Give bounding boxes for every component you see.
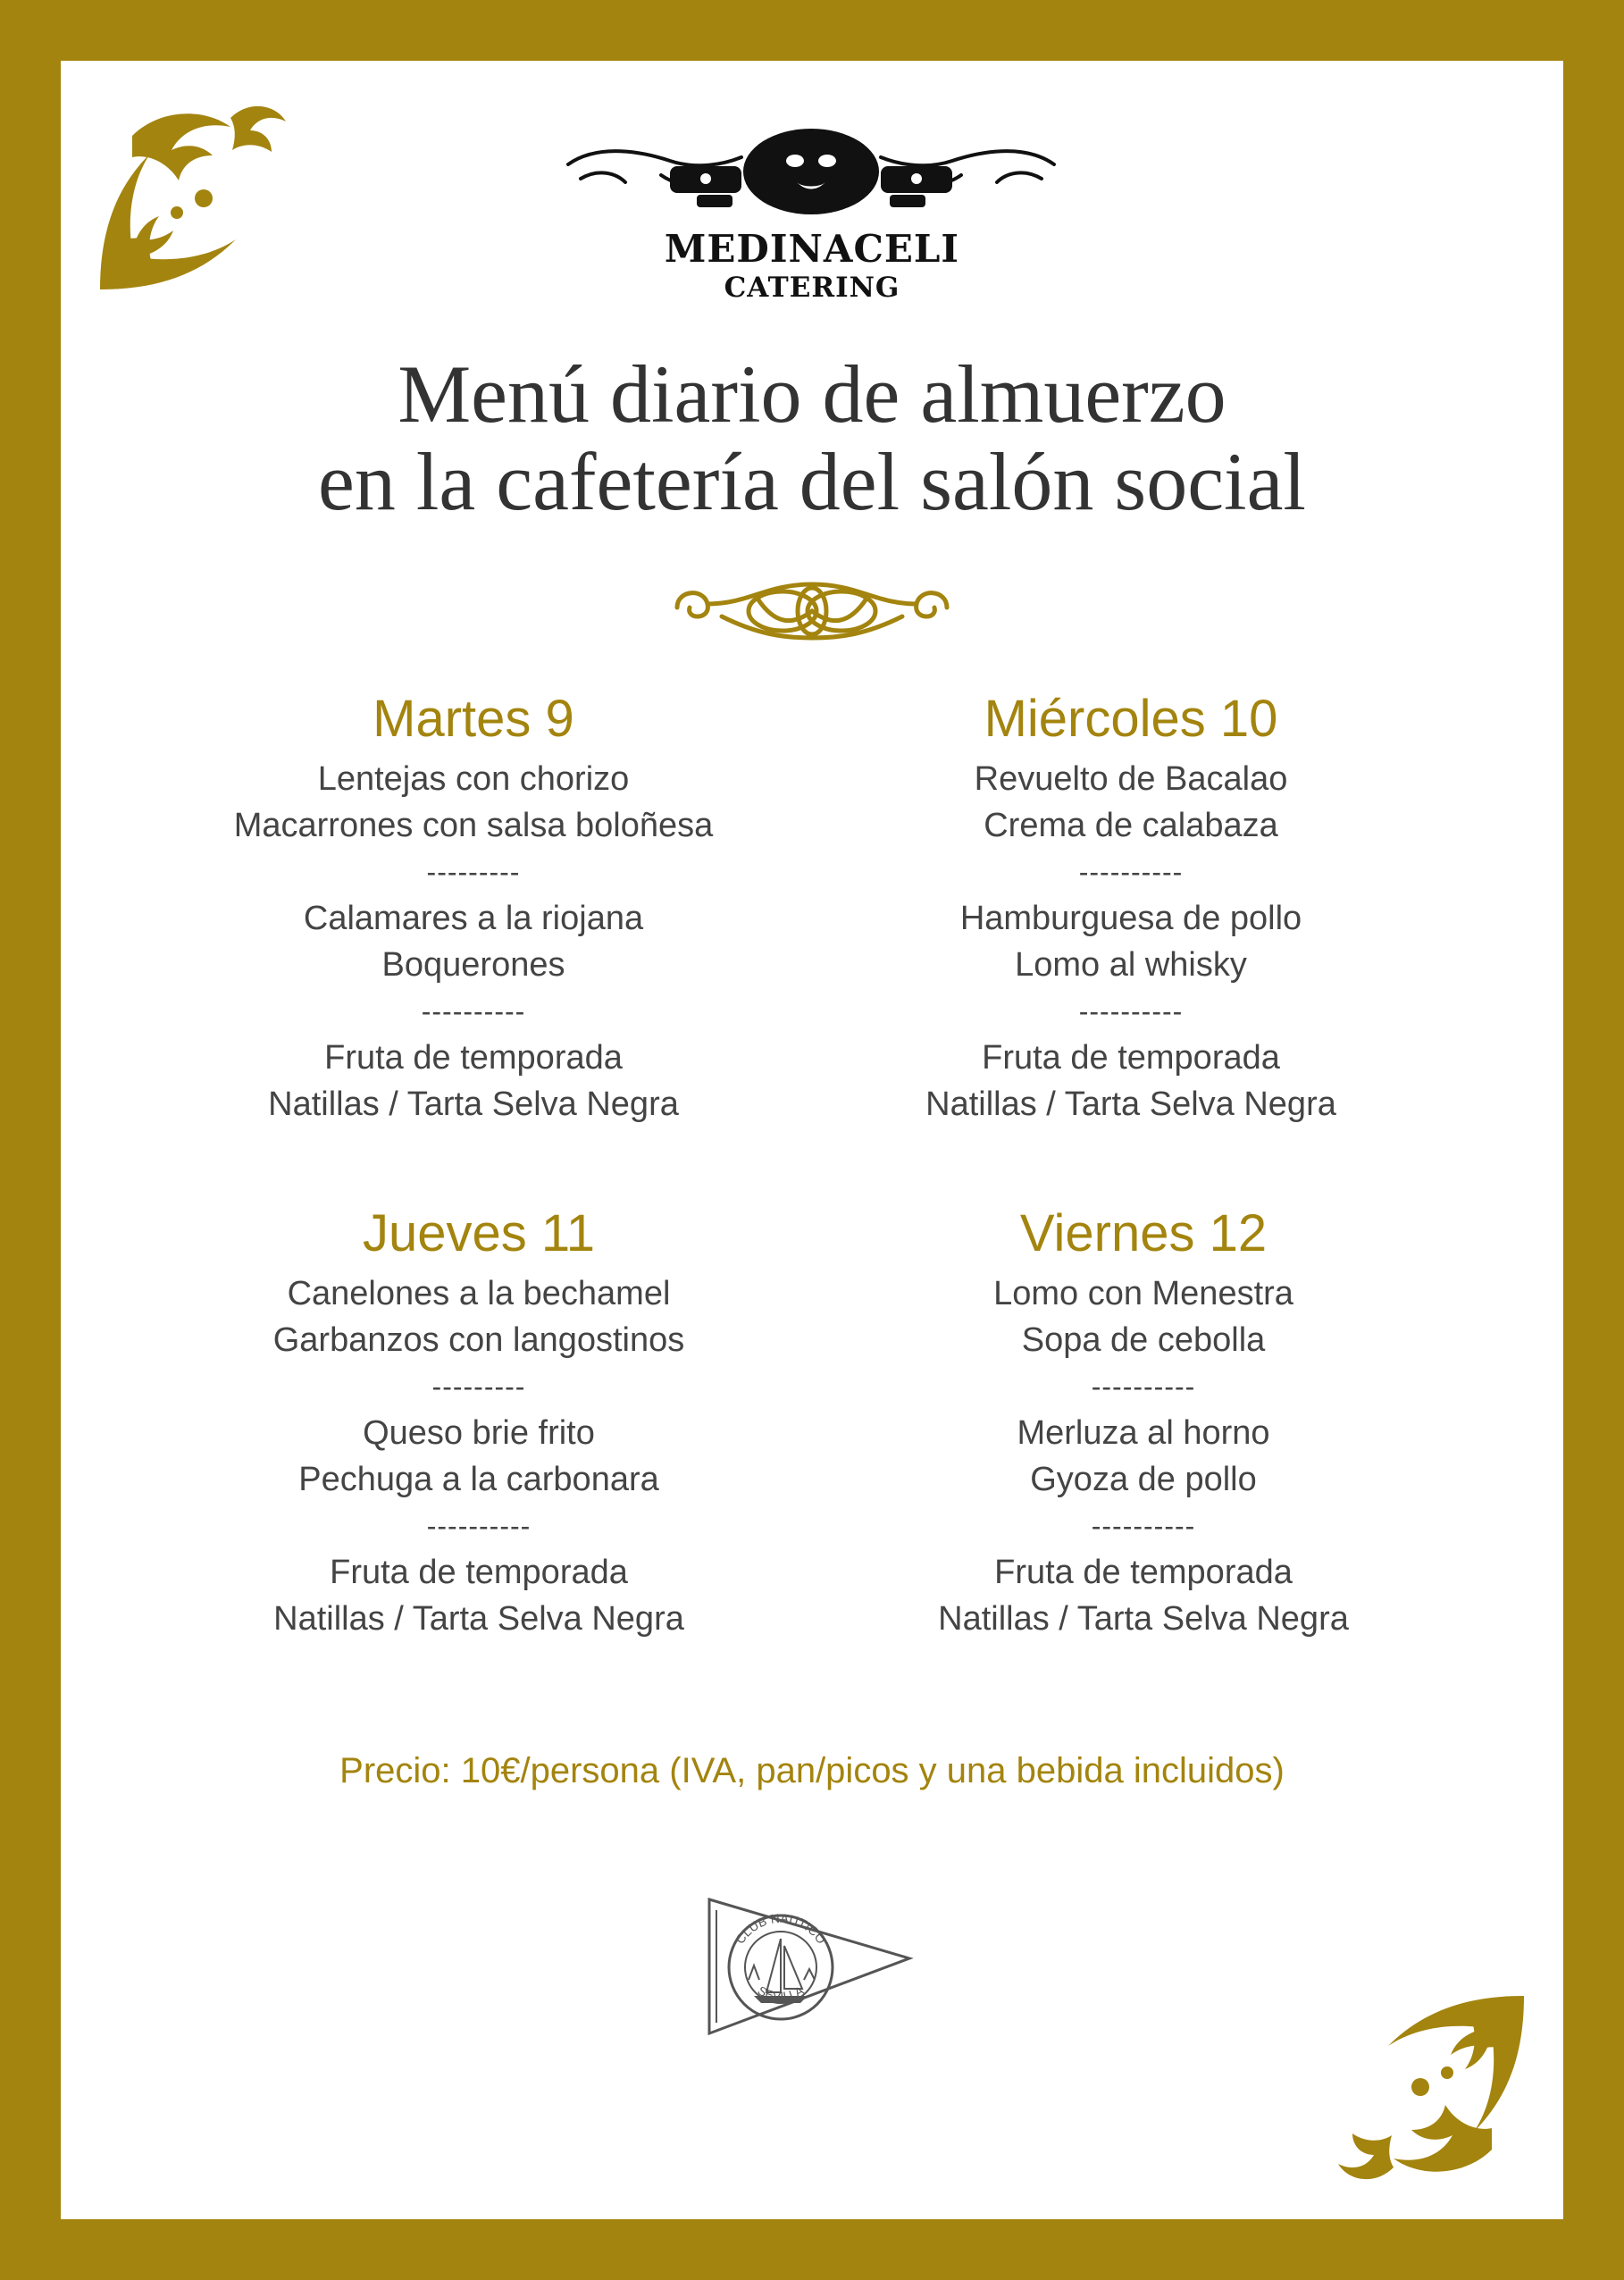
price-note: Precio: 10€/persona (IVA, pan/picos y una bebida incluidos): [339, 1751, 1285, 1790]
course-separator: ----------: [421, 995, 526, 1027]
club-top-text: CLUB NAUTICO: [732, 1910, 829, 1947]
course-separator: ----------: [1091, 1371, 1196, 1403]
title-line-2: en la cafetería del salón social: [318, 436, 1306, 527]
day-block-miercoles: [765, 688, 1497, 1127]
course-separator: ---------: [426, 856, 521, 888]
dish-item: Garbanzos con langostinos: [272, 1321, 685, 1359]
course-separator: ----------: [426, 1510, 532, 1542]
dish-item: Crema de calabaza: [984, 807, 1278, 844]
dish-item: Canelones a la bechamel: [287, 1275, 671, 1312]
dessert-item: Fruta de temporada: [324, 1039, 623, 1077]
dessert-item: Fruta de temporada: [994, 1554, 1293, 1591]
dessert-item: Natillas / Tarta Selva Negra: [938, 1600, 1349, 1638]
corner-ornament-bottom-right-icon: [1335, 1992, 1528, 2185]
club-nautico-logo: [704, 1894, 915, 2039]
dessert-item: Fruta de temporada: [330, 1554, 628, 1591]
dish-item: Lomo con Menestra: [993, 1275, 1293, 1312]
day-block-martes: [107, 688, 840, 1127]
course-separator: ----------: [1078, 995, 1184, 1027]
day-title: Miércoles 10: [984, 690, 1278, 748]
dish-item: Hamburguesa de pollo: [959, 900, 1302, 937]
medinaceli-crest-logo: [563, 125, 1059, 223]
day-block-viernes: [777, 1203, 1510, 1642]
dessert-item: Natillas / Tarta Selva Negra: [273, 1600, 684, 1638]
page-title: [0, 350, 1624, 525]
brand-name: MEDINACELI: [664, 227, 960, 271]
course-separator: ----------: [1078, 856, 1184, 888]
course-separator: ----------: [1091, 1510, 1196, 1542]
dish-item: Sopa de cebolla: [1021, 1321, 1266, 1359]
dessert-item: Natillas / Tarta Selva Negra: [268, 1086, 679, 1123]
scroll-divider-icon: [668, 572, 956, 652]
day-title: Viernes 12: [1019, 1204, 1268, 1262]
title-line-1: Menú diario de almuerzo: [398, 348, 1226, 440]
dish-item: Gyoza de pollo: [1030, 1461, 1257, 1498]
dessert-item: Fruta de temporada: [982, 1039, 1280, 1077]
dish-item: Boquerones: [381, 946, 565, 984]
dessert-item: Natillas / Tarta Selva Negra: [925, 1086, 1336, 1123]
day-title: Martes 9: [373, 690, 574, 748]
dish-item: Lomo al whisky: [1015, 946, 1247, 984]
dish-item: Lentejas con chorizo: [317, 760, 630, 798]
dish-item: Calamares a la riojana: [303, 900, 644, 937]
day-block-jueves: [113, 1203, 845, 1642]
day-title: Jueves 11: [362, 1204, 596, 1262]
dish-item: Macarrones con salsa boloñesa: [233, 807, 714, 844]
dish-item: Merluza al horno: [1017, 1414, 1270, 1452]
dish-item: Pechuga a la carbonara: [298, 1461, 659, 1498]
brand-subtitle: CATERING: [724, 272, 900, 304]
dish-item: Revuelto de Bacalao: [974, 760, 1288, 798]
course-separator: ---------: [431, 1371, 526, 1403]
club-bottom-text: SEVILLA: [755, 1982, 807, 2004]
dish-item: Queso brie frito: [363, 1414, 595, 1452]
